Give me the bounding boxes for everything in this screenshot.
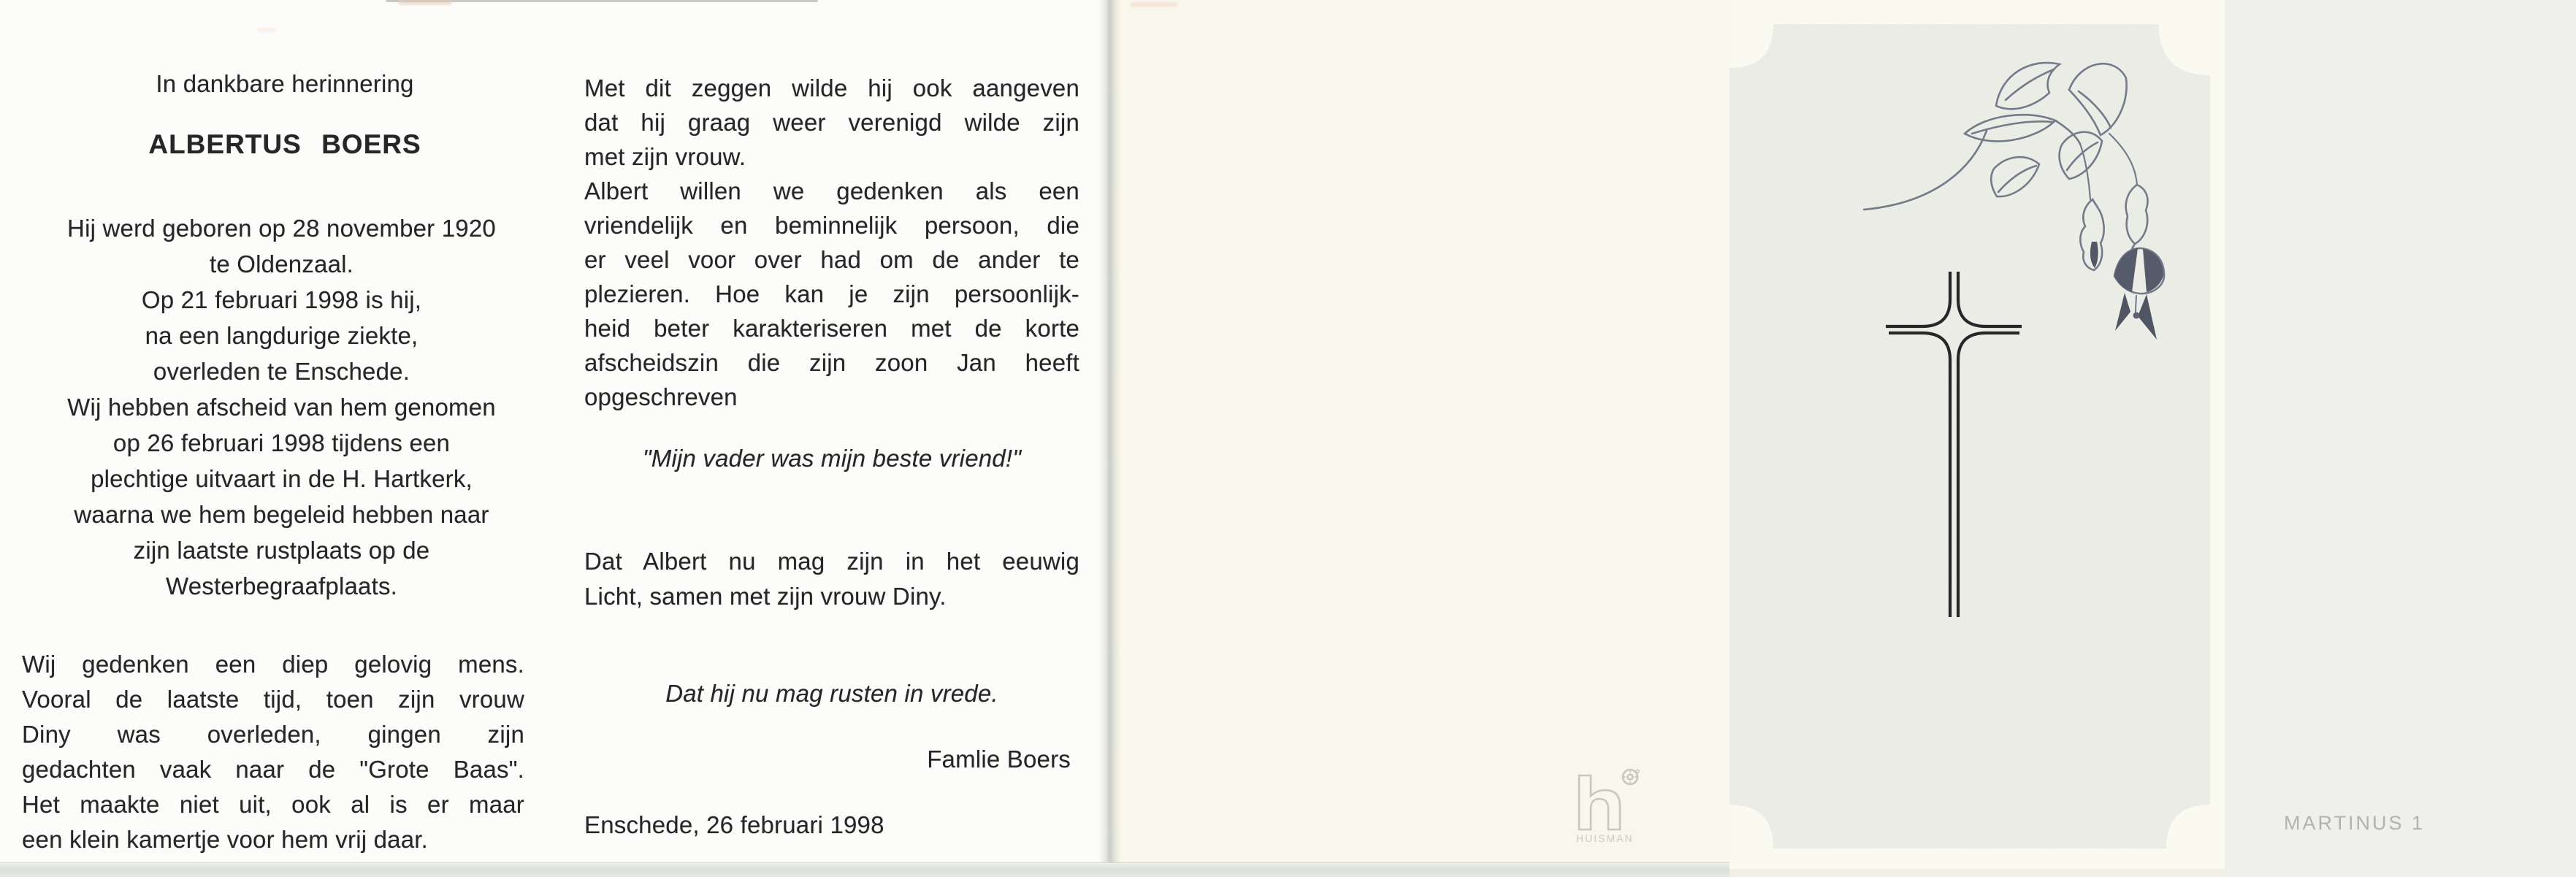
memorial-text-line: te Oldenzaal. (209, 250, 354, 277)
memorial-text-line: plechtige uitvaart in de H. Hartkerk, (91, 465, 473, 492)
tribute-text-line: dat hij graag weer verenigd wilde zijn (584, 109, 1079, 136)
tribute-paragraph-1 (584, 71, 1079, 174)
remembrance-text-line: Diny was overleden, gingen zijn (22, 721, 524, 748)
rest-in-peace-line: Dat hij nu mag rusten in vrede. (665, 680, 998, 707)
tribute-text-line: plezieren. Hoe kan je zijn persoonlijk- (584, 280, 1079, 307)
memorial-text-line: Wij hebben afscheid van hem genomen (67, 394, 496, 421)
tribute-text-line: heid beter karakteriseren met de korte (584, 315, 1079, 342)
scan-bottom-edge (0, 862, 1730, 877)
place-date-line: Enschede, 26 februari 1998 (584, 811, 884, 838)
scan-artifact-smudge (1131, 2, 1177, 7)
scan-artifact-smudge (257, 28, 276, 32)
remembrance-text-line: een klein kamertje voor hem vrij daar. (22, 826, 429, 853)
memorial-text-line: Op 21 februari 1998 is hij, (141, 286, 422, 313)
memorial-text-line: op 26 februari 1998 tijdens een (112, 429, 451, 456)
dedication-line: In dankbare herinnering (156, 70, 414, 97)
remembrance-text-line: Vooral de laatste tijd, toen zijn vrouw (22, 686, 524, 713)
memorial-text-line: waarna we hem begeleid hebben naar (74, 501, 489, 528)
remembrance-text-line: gedachten vaak naar de "Grote Baas". (22, 756, 524, 783)
card-back-page (1120, 0, 2426, 876)
print-series-code: MARTINUS 1 (2284, 812, 2426, 834)
tribute-text-line: opgeschreven (584, 383, 738, 410)
tribute-text-line: met zijn vrouw. (584, 143, 746, 170)
remembrance-text-line: Wij gedenken een diep gelovig mens. (22, 651, 524, 678)
memorial-paragraph (20, 210, 543, 604)
memorial-text-line: na een langdurige ziekte, (145, 322, 418, 349)
tribute-text-line: afscheidszin die zijn zoon Jan heeft (584, 349, 1079, 376)
tribute-paragraph-2 (584, 174, 1079, 414)
memorial-text-line: Westerbegraafplaats. (165, 572, 398, 600)
embossed-panel (1730, 24, 2210, 849)
tribute-text-line: vriendelijk en beminnelijk persoon, die (584, 212, 1079, 239)
deceased-name: ALBERTUS BOERS (148, 129, 421, 159)
tribute-text-line: Albert willen we gedenken als een (584, 177, 1079, 204)
tribute-text-line: Met dit zeggen wilde hij ook aangeven (584, 74, 1079, 102)
family-signature: Famlie Boers (927, 746, 1071, 773)
wish-text-line: Dat Albert nu mag zijn in het eeuwig (584, 548, 1079, 575)
huisman-printer-mark-icon (1570, 764, 1658, 851)
memorial-text-line: zijn laatste rustplaats op de (133, 537, 430, 564)
card-fold-edge (1098, 0, 1120, 876)
wish-text-line: Licht, samen met zijn vrouw Diny. (584, 583, 947, 610)
tribute-text-line: er veel voor over had om de ander te (584, 246, 1079, 273)
scan-artifact-smudge (398, 1, 452, 5)
remembrance-paragraph (22, 647, 524, 857)
card-front-panel-page (1730, 0, 2225, 876)
wish-paragraph (584, 544, 1079, 614)
remembrance-text-line: Het maakte niet uit, ook al is er maar (22, 791, 524, 818)
scan-bottom-haze (1730, 869, 2225, 876)
son-quote: "Mijn vader was mijn beste vriend!" (642, 445, 1022, 472)
printer-name: HUISMAN (1576, 832, 1634, 844)
memorial-text-line: overleden te Enschede. (153, 358, 410, 385)
memorial-text-line: Hij werd geboren op 28 november 1920 (67, 215, 496, 242)
paper-texture (1730, 24, 2210, 849)
